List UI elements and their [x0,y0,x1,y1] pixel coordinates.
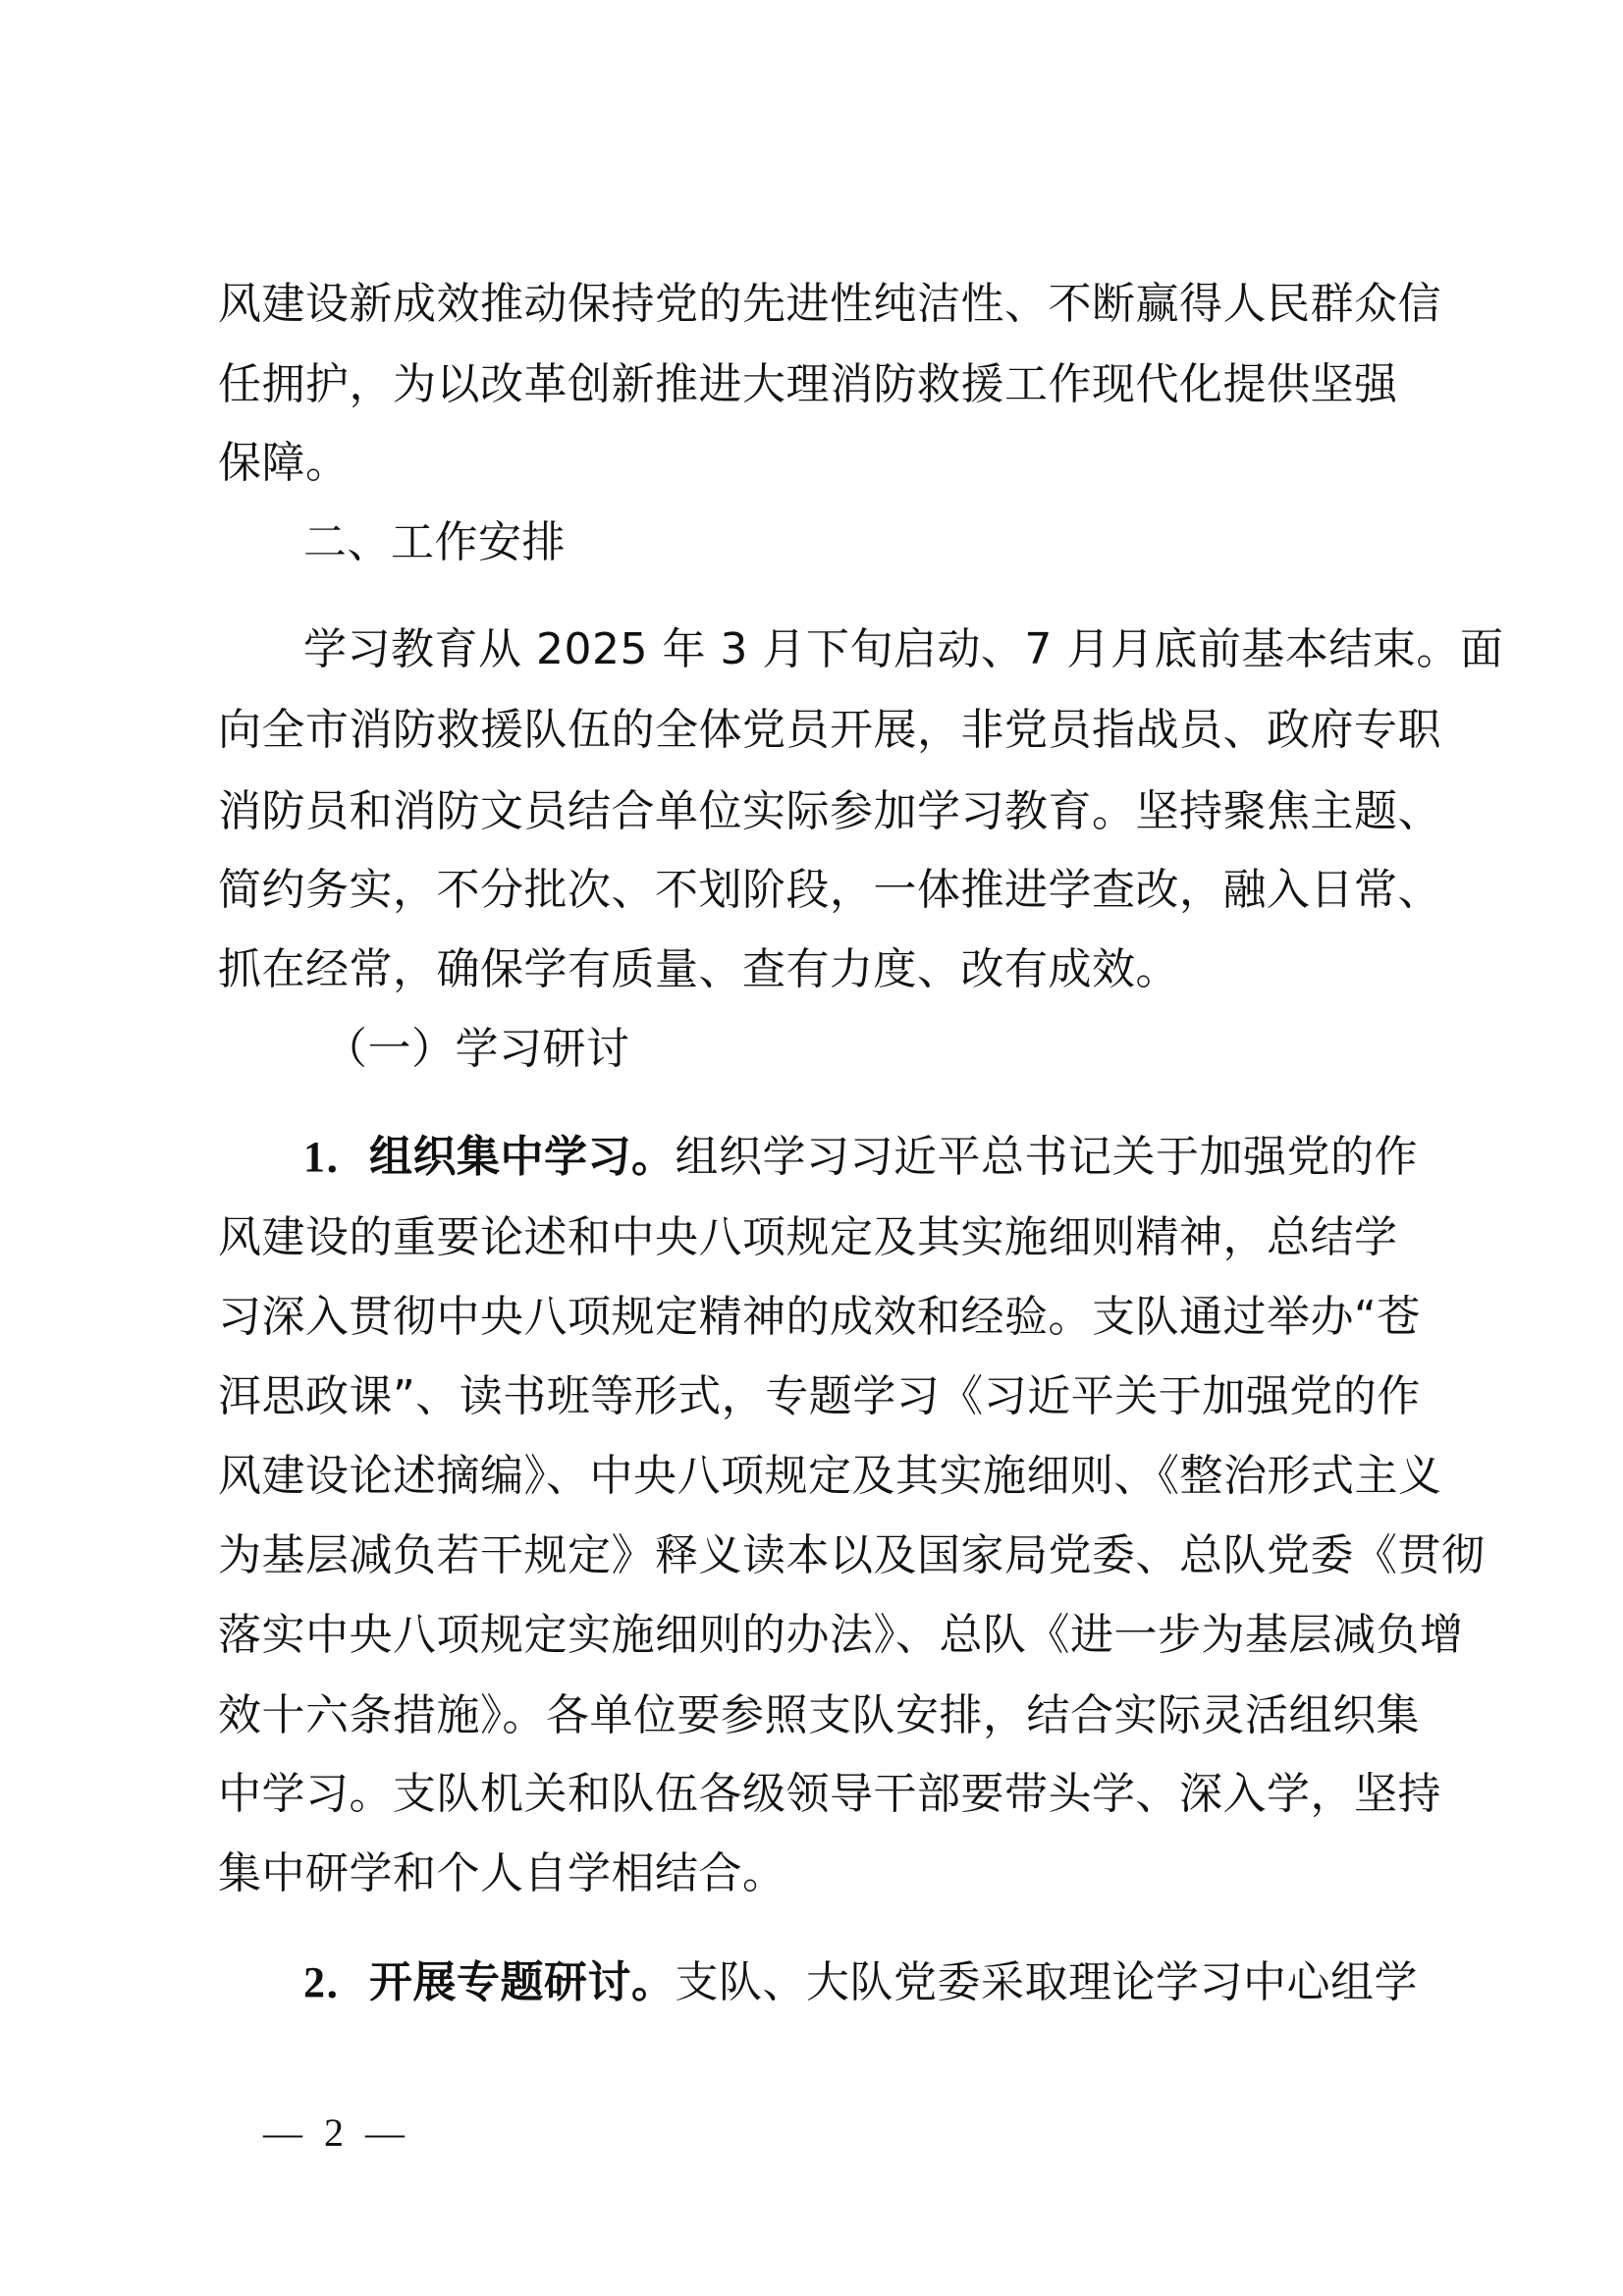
paragraph-line: 洱思政课”、读书班等形式，专题学习《习近平关于加强党的作 [218,1371,1421,1421]
item-title: 组织集中学习。 [369,1132,676,1182]
section-heading: 二、工作安排 [303,517,566,567]
paragraph-line: 效十六条措施》。各单位要参照支队安排，结合实际灵活组织集 [218,1690,1420,1740]
paragraph-line: 风建设的重要论述和中央八项规定及其实施细则精神，总结学 [218,1212,1398,1262]
paragraph-line: 风建设新成效推动保持党的先进性纯洁性、不断赢得人民群众信 [218,279,1441,329]
item-text: 支队、大队党委采取理论学习中心组学 [675,1957,1418,2007]
paragraph-line: 简约务实，不分批次、不划阶段，一体推进学查改，融入日常、 [218,865,1441,915]
item-number: 2． [303,1958,369,2006]
paragraph-line: 风建设论述摘编》、中央八项规定及其实施细则、《整治形式主义 [218,1451,1442,1501]
paragraph-line: 任拥护，为以改革创新推进大理消防救援工作现代化提供坚强 [218,359,1398,409]
item-title: 开展专题研讨。 [369,1957,676,2007]
paragraph-line: 向全市消防救援队伍的全体党员开展，非党员指战员、政府专职 [218,705,1441,755]
paragraph-line: 集中研学和个人自学相结合。 [218,1848,786,1898]
paragraph-line: 习深入贯彻中央八项规定精神的成效和经验。支队通过举办“苍 [218,1292,1421,1342]
paragraph-line: 为基层减负若干规定》释义读本以及国家局党委、总队党委《贯彻 [218,1530,1486,1580]
item-text: 组织学习习近平总书记关于加强党的作 [675,1132,1418,1182]
item-number: 1． [303,1133,369,1181]
paragraph-line: 抓在经常，确保学有质量、查有力度、改有成效。 [218,944,1179,994]
paragraph-line: 学习教育从 2025 年 3 月下旬启动、7 月月底前基本结束。面 [303,624,1504,674]
item-heading-line [303,1128,1521,1187]
paragraph-line: 中学习。支队机关和队伍各级领导干部要带头学、深入学，坚持 [218,1769,1441,1819]
subsection-heading: （一）学习研讨 [324,1024,630,1074]
paragraph-line: 落实中央八项规定实施细则的办法》、总队《进一步为基层减负增 [218,1610,1464,1660]
item-heading-line [303,1953,1521,2012]
page-number: — 2 — [263,2110,410,2155]
paragraph-line: 消防员和消防文员结合单位实际参加学习教育。坚持聚焦主题、 [218,786,1441,836]
paragraph-line: 保障。 [218,438,350,488]
